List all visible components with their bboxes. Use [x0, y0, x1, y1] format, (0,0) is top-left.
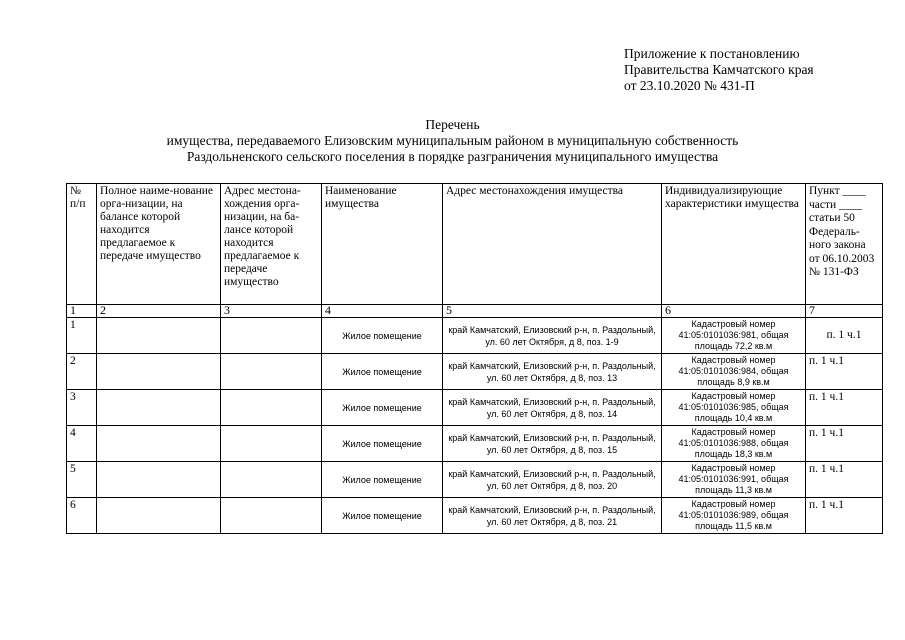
- row-org-address: [221, 354, 322, 390]
- column-number: 6: [662, 305, 806, 318]
- table-row: [67, 498, 883, 534]
- title-line-2: имущества, передаваемого Елизовским муниципальным районом в муниципальную собственность: [166, 133, 739, 148]
- row-address: край Камчатский, Елизовский р-н, п. Раздольный, ул. 60 лет Октября, д 8, поз. 14: [443, 390, 662, 426]
- row-org: [97, 390, 221, 426]
- row-number: 6: [67, 498, 97, 534]
- row-address: край Камчатский, Елизовский р-н, п. Раздольный, ул. 60 лет Октября, д 8, поз. 21: [443, 498, 662, 534]
- row-address: край Камчатский, Елизовский р-н, п. Раздольный, ул. 60 лет Октября, д 8, поз. 15: [443, 426, 662, 462]
- column-number: 5: [443, 305, 662, 318]
- appendix-line-1: Приложение к постановлению: [624, 46, 800, 61]
- title-line-1: Перечень: [425, 117, 480, 132]
- row-clause: п. 1 ч.1: [806, 354, 883, 390]
- row-org: [97, 318, 221, 354]
- row-name: Жилое помещение: [322, 318, 443, 354]
- property-table: [66, 183, 883, 534]
- row-clause: п. 1 ч.1: [806, 498, 883, 534]
- row-characteristics: Кадастровый номер 41:05:0101036:988, общая площадь 18,3 кв.м: [662, 426, 806, 462]
- row-clause: п. 1 ч.1: [806, 462, 883, 498]
- row-number: 1: [67, 318, 97, 354]
- row-characteristics: Кадастровый номер 41:05:0101036:989, общая площадь 11,5 кв.м: [662, 498, 806, 534]
- row-name: Жилое помещение: [322, 354, 443, 390]
- column-number: 2: [97, 305, 221, 318]
- row-org: [97, 498, 221, 534]
- row-clause: п. 1 ч.1: [806, 426, 883, 462]
- row-org-address: [221, 426, 322, 462]
- column-number: 4: [322, 305, 443, 318]
- row-clause: п. 1 ч.1: [806, 318, 883, 354]
- row-characteristics: Кадастровый номер 41:05:0101036:984, общая площадь 8,9 кв.м: [662, 354, 806, 390]
- row-org-address: [221, 318, 322, 354]
- header-cell: Наименование имущества: [322, 184, 443, 305]
- title-line-3: Раздольненского сельского поселения в порядке разграничения муниципального имущества: [186, 149, 719, 164]
- table-row: [67, 354, 883, 390]
- table-row: [67, 318, 883, 354]
- row-org: [97, 462, 221, 498]
- appendix-line-3: от 23.10.2020 № 431-П: [624, 78, 755, 93]
- row-characteristics: Кадастровый номер 41:05:0101036:991, общая площадь 11,3 кв.м: [662, 462, 806, 498]
- table-row: [67, 426, 883, 462]
- column-number-row: [67, 305, 883, 318]
- header-cell: Адрес местона-хождения орга-низации, на ба-лансе которой находится предлагаемое к передаче имущество: [221, 184, 322, 305]
- row-address: край Камчатский, Елизовский р-н, п. Раздольный, ул. 60 лет Октября, д 8, поз. 13: [443, 354, 662, 390]
- row-number: 2: [67, 354, 97, 390]
- row-clause: п. 1 ч.1: [806, 390, 883, 426]
- row-name: Жилое помещение: [322, 462, 443, 498]
- row-org-address: [221, 498, 322, 534]
- table-header-row: [67, 184, 883, 305]
- appendix-block: [624, 46, 814, 94]
- row-characteristics: Кадастровый номер 41:05:0101036:981, общая площадь 72,2 кв.м: [662, 318, 806, 354]
- row-org-address: [221, 390, 322, 426]
- row-org: [97, 354, 221, 390]
- header-cell: Полное наиме-нование орга-низации, на балансе которой находится предлагаемое к передаче имущество: [97, 184, 221, 305]
- row-address: край Камчатский, Елизовский р-н, п. Раздольный, ул. 60 лет Октября, д 8, поз. 20: [443, 462, 662, 498]
- row-org: [97, 426, 221, 462]
- row-number: 5: [67, 462, 97, 498]
- row-org-address: [221, 462, 322, 498]
- row-name: Жилое помещение: [322, 426, 443, 462]
- row-address: край Камчатский, Елизовский р-н, п. Раздольный, ул. 60 лет Октября, д 8, поз. 1-9: [443, 318, 662, 354]
- table-row: [67, 462, 883, 498]
- row-name: Жилое помещение: [322, 498, 443, 534]
- column-number: 1: [67, 305, 97, 318]
- row-number: 3: [67, 390, 97, 426]
- header-cell: № п/п: [67, 184, 97, 305]
- header-cell: Адрес местонахождения имущества: [443, 184, 662, 305]
- column-number: 3: [221, 305, 322, 318]
- row-characteristics: Кадастровый номер 41:05:0101036:985, общая площадь 10,4 кв.м: [662, 390, 806, 426]
- document-title: [0, 117, 905, 165]
- header-cell: Пункт ____ части ____ статьи 50 Федераль-ного закона от 06.10.2003 № 131-ФЗ: [806, 184, 883, 305]
- row-number: 4: [67, 426, 97, 462]
- table-row: [67, 390, 883, 426]
- header-cell: Индивидуализирующие характеристики имущества: [662, 184, 806, 305]
- appendix-line-2: Правительства Камчатского края: [624, 62, 814, 77]
- row-name: Жилое помещение: [322, 390, 443, 426]
- column-number: 7: [806, 305, 883, 318]
